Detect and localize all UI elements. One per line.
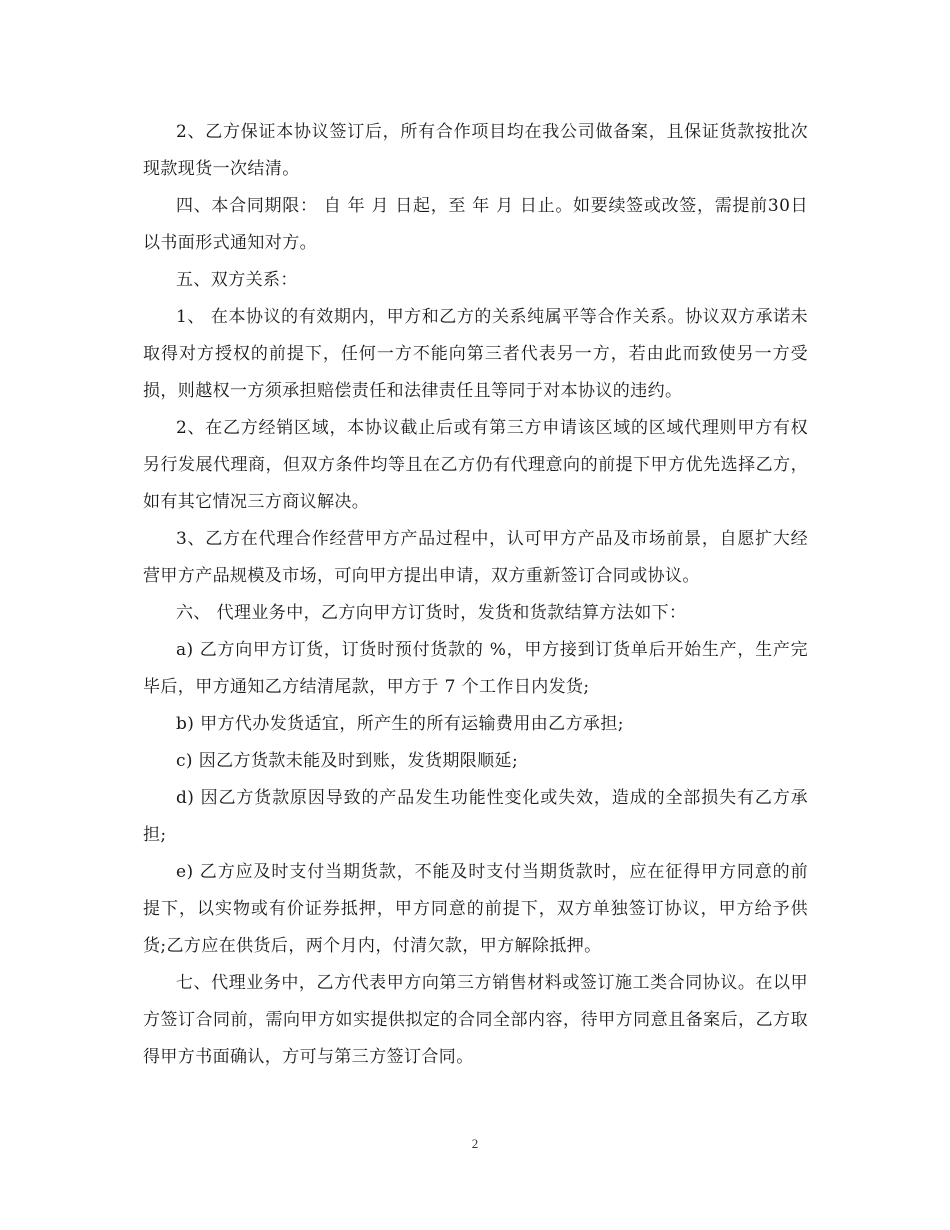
paragraph-relationship-heading: 五、双方关系：	[176, 270, 298, 290]
paragraph-third-party-contracts: 七、代理业务中，乙方代表甲方向第三方销售材料或签订施工类合同协议。在以甲方签订合同前，需向甲方如实提供拟定的合同全部内容，待甲方同意且备案后，乙方取得甲方书面确认，方可与第三方签订合同。	[143, 973, 808, 1067]
paragraph-relationship-1: 1、 在本协议的有效期内，甲方和乙方的关系纯属平等合作关系。协议双方承诺未取得对方授权的前提下，任何一方不能向第三者代表另一方，若由此而致使另一方受损，则越权一方须承担赔偿责任和法律责任且等同于对本协议的违约。	[143, 307, 808, 401]
paragraph-settlement-d: d) 因乙方货款原因导致的产品发生功能性变化或失效，造成的全部损失有乙方承担;	[143, 788, 808, 845]
paragraph-settlement-heading: 六、 代理业务中，乙方向甲方订货时，发货和货款结算方法如下：	[176, 603, 687, 623]
paragraph-settlement-b: b) 甲方代办发货适宜，所产生的所有运输费用由乙方承担;	[176, 714, 624, 734]
paragraph-contract-term: 四、本合同期限： 自 年 月 日起，至 年 月 日止。如要续签或改签，需提前30日以书面形式通知对方。	[143, 196, 808, 253]
paragraph-settlement-c: c) 因乙方货款未能及时到账，发货期限顺延;	[176, 751, 519, 771]
document-body	[143, 114, 808, 1076]
paragraph-settlement-a: a) 乙方向甲方订货，订货时预付货款的 %，甲方接到订货单后开始生产，生产完毕后，甲方通知乙方结清尾款，甲方于 7 个工作日内发货;	[143, 640, 808, 697]
paragraph-delivery-guarantee: 2、乙方保证本协议签订后，所有合作项目均在我公司做备案，且保证货款按批次现款现货一次结清。	[143, 122, 808, 179]
page-number: 2	[471, 1136, 479, 1151]
paragraph-relationship-2: 2、在乙方经销区域，本协议截止后或有第三方申请该区域的区域代理则甲方有权另行发展代理商，但双方条件均等且在乙方仍有代理意向的前提下甲方优先选择乙方，如有其它情况三方商议解决。	[143, 418, 808, 512]
paragraph-relationship-3: 3、乙方在代理合作经营甲方产品过程中，认可甲方产品及市场前景，自愿扩大经营甲方产品规模及市场，可向甲方提出申请，双方重新签订合同或协议。	[143, 529, 808, 586]
paragraph-settlement-e: e) 乙方应及时支付当期货款，不能及时支付当期货款时，应在征得甲方同意的前提下，以实物或有价证券抵押，甲方同意的前提下，双方单独签订协议，甲方给予供货;乙方应在供货后，两个月内，付清欠款，甲方解除抵押。	[143, 862, 808, 956]
